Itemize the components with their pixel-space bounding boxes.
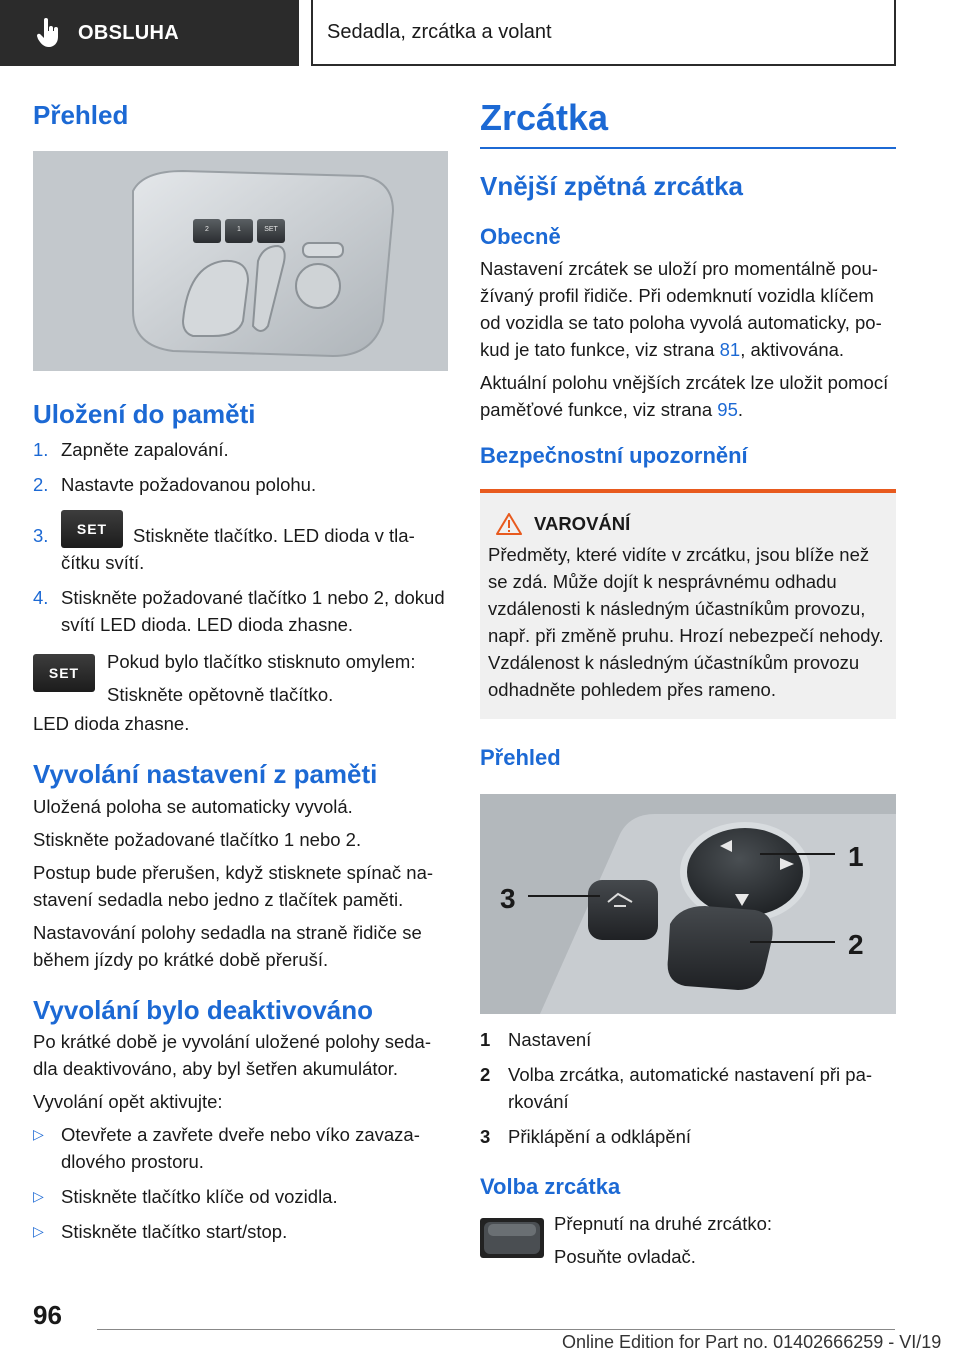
step-text: Nastavte požadovanou polohu. <box>61 474 317 496</box>
legend-item <box>480 1123 896 1150</box>
step-number: 2. <box>33 474 49 496</box>
legend-text: Přiklápění a odklápění <box>508 1125 692 1147</box>
set-button-icon: SET <box>61 510 123 548</box>
recall-paragraph: Stiskněte požadované tlačítko 1 nebo 2. <box>33 828 362 850</box>
mirror-select-action: Posuňte ovladač. <box>554 1245 696 1267</box>
memory-button-label: 2 <box>205 226 209 234</box>
warning-label: VAROVÁNÍ <box>534 513 631 535</box>
step-text: Zapněte zapalování. <box>61 439 229 461</box>
save-heading: Uložení do paměti <box>33 399 256 430</box>
triangle-bullet-icon: ▷ <box>33 1125 44 1142</box>
mistake-action: Stiskněte opětovně tlačítko. <box>107 684 334 706</box>
warning-box <box>480 489 896 719</box>
legend-text: Volba zrcátka, automatické nastavení při parkování <box>508 1063 873 1112</box>
general-text: , aktivována. <box>740 338 845 360</box>
deactivated-paragraph: Po krátké době je vyvolání uložené polohy sedadla deaktivováno, aby byl šetřen akumulátor. <box>33 1030 432 1079</box>
list-item <box>33 471 448 498</box>
reactivate-list <box>33 1121 448 1245</box>
section-tab <box>0 0 299 66</box>
legend-number: 1 <box>480 1028 491 1050</box>
save-steps <box>33 436 448 638</box>
general-text: . <box>737 398 743 420</box>
callout-2: 2 <box>848 928 864 960</box>
mirror-select-block <box>480 1210 896 1270</box>
bullet-text: Stiskněte tlačítko start/stop. <box>61 1220 288 1242</box>
mirror-toggle-icon <box>480 1218 544 1258</box>
safety-heading: Bezpečnostní upozornění <box>480 442 748 468</box>
list-item <box>33 1218 448 1245</box>
mirror-overview-heading: Přehled <box>480 745 561 771</box>
legend-number: 2 <box>480 1063 491 1085</box>
footer-divider <box>97 1329 895 1330</box>
edition-text: Online Edition for Part no. 01402666259 - VI/19 <box>562 1332 942 1352</box>
general-paragraph <box>480 369 896 423</box>
step-text: Stiskněte požadované tlačítko 1 nebo 2, dokud svítí LED dioda. LED dioda zhasne. <box>61 587 445 636</box>
mirror-select-text: Přepnutí na druhé zrcátko: <box>554 1212 773 1234</box>
callout-3: 3 <box>500 882 516 914</box>
deactivated-heading: Vyvolání bylo deaktivováno <box>33 994 374 1025</box>
recall-heading: Vyvolání nastavení z paměti <box>33 759 378 790</box>
callout-1: 1 <box>848 840 864 872</box>
recall-paragraph: Postup bude přerušen, když stisknete spínač nastavení sedadla nebo jedno z tlačítek paměti. <box>33 861 434 910</box>
step-number: 4. <box>33 587 49 609</box>
legend-item <box>480 1026 896 1053</box>
general-text: Aktuální polohu vnějších zrcátek lze uložit pomocí paměťové funkce, viz strana <box>480 371 889 420</box>
legend-text: Nastavení <box>508 1028 592 1050</box>
general-text: Nastavení zrcátek se uloží pro momentálně používaný profil řidiče. Při odemknutí vozidla klíčem od vozidla se tato poloha vyvolá automaticky, pokud je tato funkce, viz strana <box>480 257 882 360</box>
section-label: OBSLUHA <box>78 21 179 44</box>
right-column <box>480 96 896 1270</box>
step-number: 3. <box>33 525 49 547</box>
legend-item <box>480 1061 896 1115</box>
seat-memory-photo <box>33 151 448 371</box>
bullet-text: Stiskněte tlačítko klíče od vozidla. <box>61 1185 338 1207</box>
memory-button-label: 1 <box>237 226 241 234</box>
step-text: Stiskněte tlačítko. LED dioda v tlačítku svítí. <box>61 525 415 574</box>
memory-button-label: SET <box>264 226 278 234</box>
page-link[interactable]: 81 <box>719 338 741 360</box>
page-header <box>0 0 960 66</box>
led-off-text: LED dioda zhasne. <box>33 713 190 735</box>
chapter-title: Sedadla, zrcátka a volant <box>311 0 896 66</box>
overview-heading: Přehled <box>33 100 129 130</box>
general-heading: Obecně <box>480 224 561 250</box>
mistake-block <box>33 648 448 708</box>
general-paragraph <box>480 255 896 363</box>
hand-pointer-icon <box>32 16 66 50</box>
warning-text: Předměty, které vidíte v zrcátku, jsou blíže než se zdá. Může dojít k nesprávnému odhadu vzdálenosti k následným účastníkům provozu, např. při změně pruhu. Hrozí nebezpečí nehody. Vzdálenost k následným účastníkům provozu odhadněte pohledem přes rameno. <box>488 544 884 701</box>
warning-triangle-icon <box>496 513 522 535</box>
warning-title <box>488 513 888 535</box>
deactivated-paragraph: Vyvolání opět aktivujte: <box>33 1090 223 1112</box>
recall-paragraph: Uložená poloha se automaticky vyvolá. <box>33 795 353 817</box>
mirror-controls-photo <box>480 794 896 1014</box>
legend-number: 3 <box>480 1125 491 1147</box>
mirrors-heading: Zrcátka <box>480 96 896 149</box>
outer-mirrors-heading: Vnější zpětná zrcátka <box>480 171 743 202</box>
bullet-text: Otevřete a zavřete dveře nebo víko zavazadlového prostoru. <box>61 1123 420 1172</box>
page-number: 96 <box>33 1300 62 1330</box>
mistake-text: Pokud bylo tlačítko stisknuto omylem: <box>107 651 416 673</box>
list-item <box>33 1183 448 1210</box>
list-item <box>33 1121 448 1175</box>
recall-paragraph: Nastavování polohy sedadla na straně řidiče se během jízdy po krátké době přeruší. <box>33 921 422 970</box>
page-link[interactable]: 95 <box>717 398 738 420</box>
triangle-bullet-icon: ▷ <box>33 1222 44 1239</box>
left-column <box>33 96 448 1245</box>
legend <box>480 1026 896 1150</box>
list-item <box>33 510 448 576</box>
list-item <box>33 436 448 463</box>
mirror-select-heading: Volba zrcátka <box>480 1173 621 1199</box>
list-item <box>33 584 448 638</box>
set-button-icon: SET <box>33 654 95 692</box>
step-number: 1. <box>33 439 49 461</box>
triangle-bullet-icon: ▷ <box>33 1187 44 1204</box>
